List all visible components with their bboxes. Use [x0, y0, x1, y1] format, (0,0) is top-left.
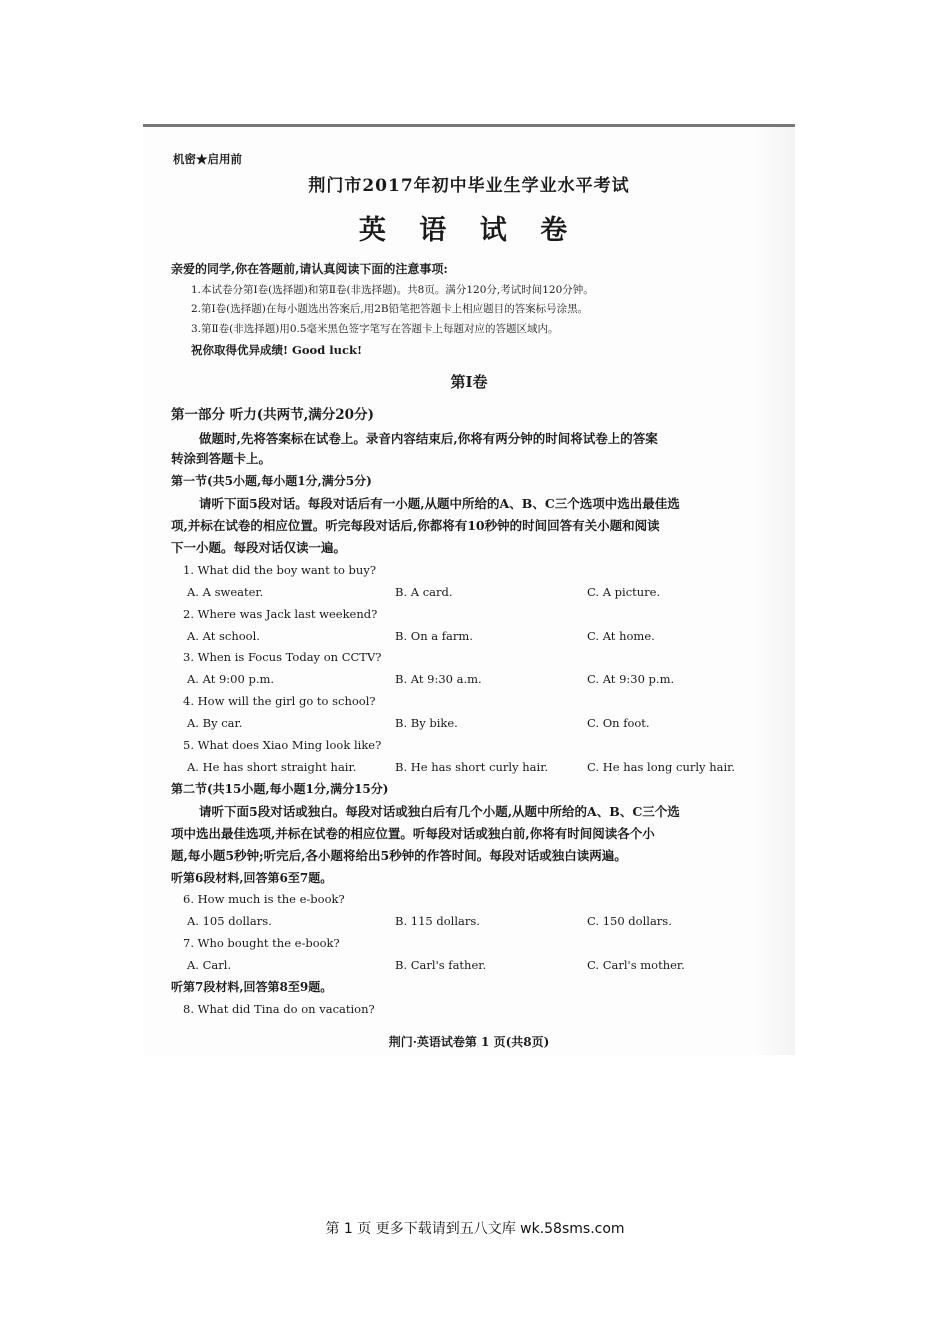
- question-text: 6. How much is the e-book?: [183, 892, 345, 906]
- section-title: 第一节(共5小题,每小题1分,满分5分): [171, 474, 372, 488]
- section-instruction: 项中选出最佳选项,并标在试卷的相应位置。听每段对话或独白前,你将有时间阅读各个小: [171, 826, 655, 841]
- option-a: A. A sweater.: [187, 585, 264, 599]
- volume-heading: 第Ⅰ卷: [450, 373, 488, 391]
- exam-title: 荆门市2017年初中毕业生学业水平考试: [308, 176, 630, 196]
- section-title: 第二节(共15小题,每小题1分,满分15分): [171, 782, 389, 796]
- option-c: C. He has long curly hair.: [587, 760, 736, 774]
- part-title: 第一部分 听力(共两节,满分20分): [171, 407, 374, 423]
- notice-item: 1.本试卷分第Ⅰ卷(选择题)和第Ⅱ卷(非选择题)。共8页。满分120分,考试时间120分钟。: [191, 284, 594, 296]
- confidential-mark: 机密★启用前: [173, 152, 242, 166]
- option-a: A. At 9:00 p.m.: [187, 672, 275, 686]
- option-c: C. Carl's mother.: [587, 958, 685, 972]
- option-a: A. By car.: [187, 716, 243, 730]
- scan-edge-shading: [755, 127, 795, 1055]
- notice-item: 3.第Ⅱ卷(非选择题)用0.5毫米黑色签字笔写在答题卡上每题对应的答题区域内。: [191, 323, 559, 335]
- scanned-exam-page: [143, 124, 795, 1055]
- question-text: 8. What did Tina do on vacation?: [183, 1002, 375, 1016]
- listening-material-note: 听第6段材料,回答第6至7题。: [171, 871, 333, 885]
- exam-page-footer: 荆门·英语试卷第 1 页(共8页): [388, 1035, 550, 1049]
- section-instruction: 题,每小题5秒钟;听完后,各小题将给出5秒钟的作答时间。每段对话或独白读两遍。: [171, 848, 627, 863]
- question-text: 5. What does Xiao Ming look like?: [183, 738, 382, 752]
- subject-title: 英 语 试 卷: [358, 215, 580, 246]
- option-a: A. He has short straight hair.: [187, 760, 357, 774]
- section-instruction: 请听下面5段对话或独白。每段对话或独白后有几个小题,从题中所给的A、B、C三个选: [199, 804, 680, 819]
- question-text: 7. Who bought the e-book?: [183, 936, 340, 950]
- option-b: B. Carl's father.: [395, 958, 487, 972]
- question-text: 1. What did the boy want to buy?: [183, 563, 376, 577]
- option-a: A. 105 dollars.: [187, 914, 272, 928]
- option-c: C. On foot.: [587, 716, 650, 730]
- notice-item: 2.第Ⅰ卷(选择题)在每小题选出答案后,用2B铅笔把答题卡上相应题目的答案标号涂黑。: [191, 303, 589, 315]
- option-b: B. By bike.: [395, 716, 458, 730]
- option-c: C. 150 dollars.: [587, 914, 672, 928]
- option-b: B. On a farm.: [395, 629, 473, 643]
- listening-material-note: 听第7段材料,回答第8至9题。: [171, 980, 333, 994]
- option-a: A. At school.: [187, 629, 260, 643]
- good-luck-line: 祝你取得优异成绩! Good luck!: [191, 343, 363, 357]
- question-text: 3. When is Focus Today on CCTV?: [183, 650, 382, 664]
- document-footer: 第 1 页 更多下载请到五八文库 wk.58sms.com: [325, 1221, 625, 1237]
- option-b: B. 115 dollars.: [395, 914, 480, 928]
- section-instruction: 下一小题。每段对话仅读一遍。: [171, 540, 347, 555]
- option-a: A. Carl.: [187, 958, 232, 972]
- part-instruction: 转涂到答题卡上。: [171, 451, 272, 466]
- option-c: C. At home.: [587, 629, 655, 643]
- question-text: 2. Where was Jack last weekend?: [183, 607, 378, 621]
- section-instruction: 项,并标在试卷的相应位置。听完每段对话后,你都将有10秒钟的时间回答有关小题和阅读: [171, 518, 660, 533]
- question-text: 4. How will the girl go to school?: [183, 694, 376, 708]
- part-instruction: 做题时,先将答案标在试卷上。录音内容结束后,你将有两分钟的时间将试卷上的答案: [199, 431, 658, 446]
- notice-header: 亲爱的同学,你在答题前,请认真阅读下面的注意事项:: [171, 262, 448, 276]
- option-b: B. At 9:30 a.m.: [395, 672, 482, 686]
- option-b: B. He has short curly hair.: [395, 760, 549, 774]
- option-c: C. A picture.: [587, 585, 661, 599]
- option-b: B. A card.: [395, 585, 453, 599]
- option-c: C. At 9:30 p.m.: [587, 672, 675, 686]
- section-instruction: 请听下面5段对话。每段对话后有一小题,从题中所给的A、B、C三个选项中选出最佳选: [199, 496, 680, 511]
